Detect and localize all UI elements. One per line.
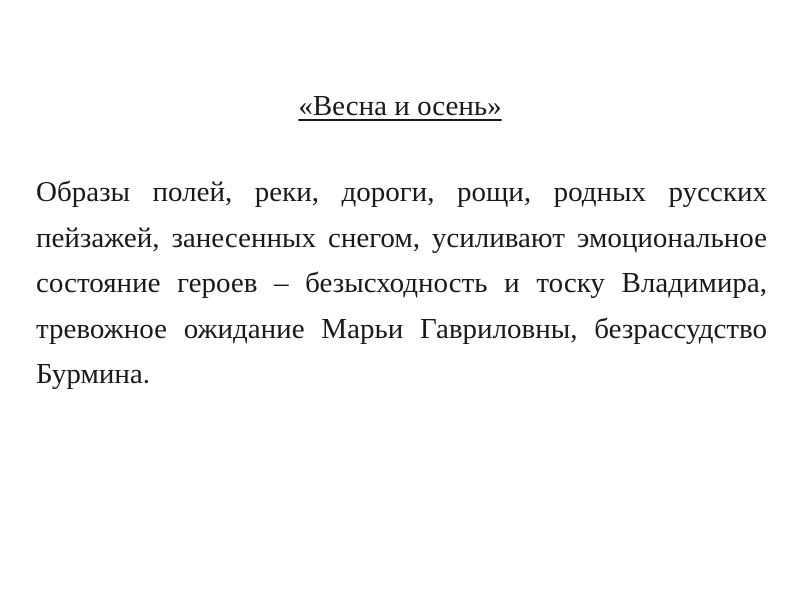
slide-body-text: Образы полей, реки, дороги, рощи, родных русских пейзажей, занесенных снегом, усиливают эмоциональное состояние героев – безысходность и тоску Владимира, тревожное ожидание Марьи Гавриловны, безрассудство Бурмина. — [36, 176, 767, 390]
slide-title: «Весна и осень» — [298, 90, 502, 122]
